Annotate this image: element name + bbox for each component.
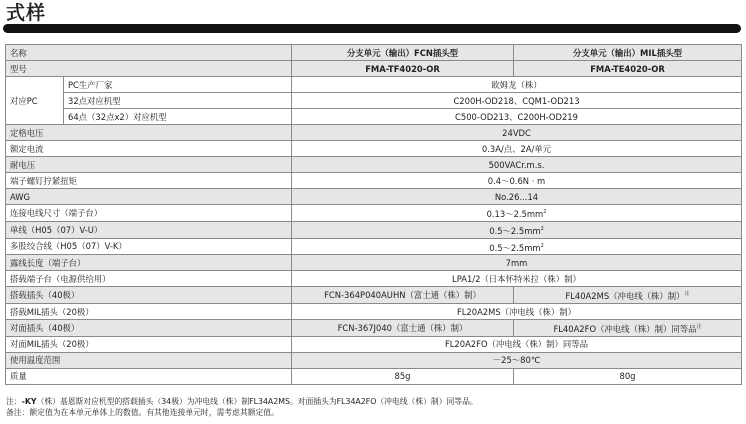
row-label: 耐电压 [6, 157, 292, 173]
row-value: 欧姆龙（株） [292, 77, 742, 93]
row-value [292, 221, 742, 238]
table-row [6, 173, 742, 189]
table-row [6, 221, 742, 238]
row-value: LPA1/2（日本怀特米拉（株）制） [292, 271, 742, 287]
value-mil [514, 287, 742, 304]
page-title: 式样 [6, 2, 47, 24]
table-row [6, 109, 742, 125]
table-row [6, 205, 742, 222]
table-row [6, 77, 742, 93]
value-fcn: 85g [292, 368, 514, 384]
pc-group-label: 对应PC [6, 77, 64, 125]
row-value [292, 205, 742, 222]
row-label: 对面插头（40极） [6, 320, 292, 337]
row-label: 对面MIL插头（20极） [6, 336, 292, 352]
row-value: No.26...14 [292, 189, 742, 205]
spec-table [5, 44, 742, 385]
note-2: 备注：额定值为在本单元单体上的数值。有其他连接单元时，需考虑其额定值。 [6, 408, 279, 417]
table-row [6, 271, 742, 287]
row-value: 500VACr.m.s. [292, 157, 742, 173]
note-bold: -KY [21, 397, 37, 406]
row-label: 端子螺钉拧紧扭矩 [6, 173, 292, 189]
row-value: 0.3A/点、2A/单元 [292, 141, 742, 157]
table-row [6, 287, 742, 304]
superscript: 2 [540, 225, 544, 232]
table-row [6, 320, 742, 337]
name-label: 名称 [6, 45, 292, 61]
table-row [6, 352, 742, 368]
table-row [6, 189, 742, 205]
row-label: 使用温度范围 [6, 352, 292, 368]
value-mil [514, 320, 742, 337]
value-fcn: FCN-367J040（富士通（株）制） [292, 320, 514, 337]
row-value: 0.4～0.6N · m [292, 173, 742, 189]
row-label: 额定电流 [6, 141, 292, 157]
row-value: FL20A2MS（冲电线（株）制） [292, 304, 742, 320]
row-label: 搭载插头（40极） [6, 287, 292, 304]
superscript: 2 [540, 242, 544, 249]
row-label: AWG [6, 189, 292, 205]
table-row [6, 238, 742, 255]
value-mil: 80g [514, 368, 742, 384]
row-label: PC生产厂家 [64, 77, 292, 93]
note-prefix: 注： [6, 397, 22, 406]
value-mil-text: FL40A2MS（冲电线（株）制） [565, 291, 685, 302]
row-value: 24VDC [292, 125, 742, 141]
table-row [6, 45, 742, 61]
model-fcn: FMA-TF4020-OR [292, 61, 514, 77]
table-row [6, 304, 742, 320]
table-row [6, 141, 742, 157]
row-label: 多股绞合线（H05（07）V-K） [6, 238, 292, 255]
row-label: 搭载MIL插头（20极） [6, 304, 292, 320]
model-label: 型号 [6, 61, 292, 77]
row-label: 连接电线尺寸（端子台） [6, 205, 292, 222]
table-row [6, 61, 742, 77]
row-label: 64点（32点x2）对应机型 [64, 109, 292, 125]
row-label: 定格电压 [6, 125, 292, 141]
model-mil: FMA-TE4020-OR [514, 61, 742, 77]
value-fcn: FCN-364P040AUHN（富士通（株）制） [292, 287, 514, 304]
row-value: FL20A2FO（冲电线（株）制）同等品 [292, 336, 742, 352]
row-label: 搭载端子台（电源供给用） [6, 271, 292, 287]
table-row [6, 125, 742, 141]
row-value-text: 0.13～2.5mm [486, 208, 544, 219]
note-mark: 注 [696, 324, 702, 331]
row-value: C500-OD213、C200H-OD219 [292, 109, 742, 125]
row-value [292, 238, 742, 255]
table-row [6, 93, 742, 109]
title-underline-bar [3, 24, 741, 33]
row-label: 单线（H05（07）V-U） [6, 221, 292, 238]
row-value-text: 0.5～2.5mm [489, 225, 541, 236]
superscript: 2 [543, 209, 547, 215]
note-text: （株）基恩斯对应机型的搭载插头（34极）为冲电线（株）制FL34A2MS。对面插头为FL34A2FO（冲电线（株）制）同等品。 [36, 397, 478, 406]
notes [6, 396, 478, 418]
table-row [6, 368, 742, 384]
row-value: C200H-OD218、CQM1-OD213 [292, 93, 742, 109]
table-row [6, 336, 742, 352]
column-header-mil: 分支单元（输出）MIL插头型 [514, 45, 742, 61]
row-label: 32点对应机型 [64, 93, 292, 109]
row-value: －25～80℃ [292, 352, 742, 368]
note-1 [6, 396, 478, 407]
row-value-text: 0.5～2.5mm [489, 242, 541, 253]
note-mark: 注 [684, 291, 690, 298]
row-value: 7mm [292, 255, 742, 271]
column-header-fcn: 分支单元（输出）FCN插头型 [292, 45, 514, 61]
table-row [6, 255, 742, 271]
value-mil-text: FL40A2FO（冲电线（株）制）同等品 [553, 323, 697, 334]
row-label: 质量 [6, 368, 292, 384]
table-row [6, 157, 742, 173]
row-label: 露线长度（端子台） [6, 255, 292, 271]
